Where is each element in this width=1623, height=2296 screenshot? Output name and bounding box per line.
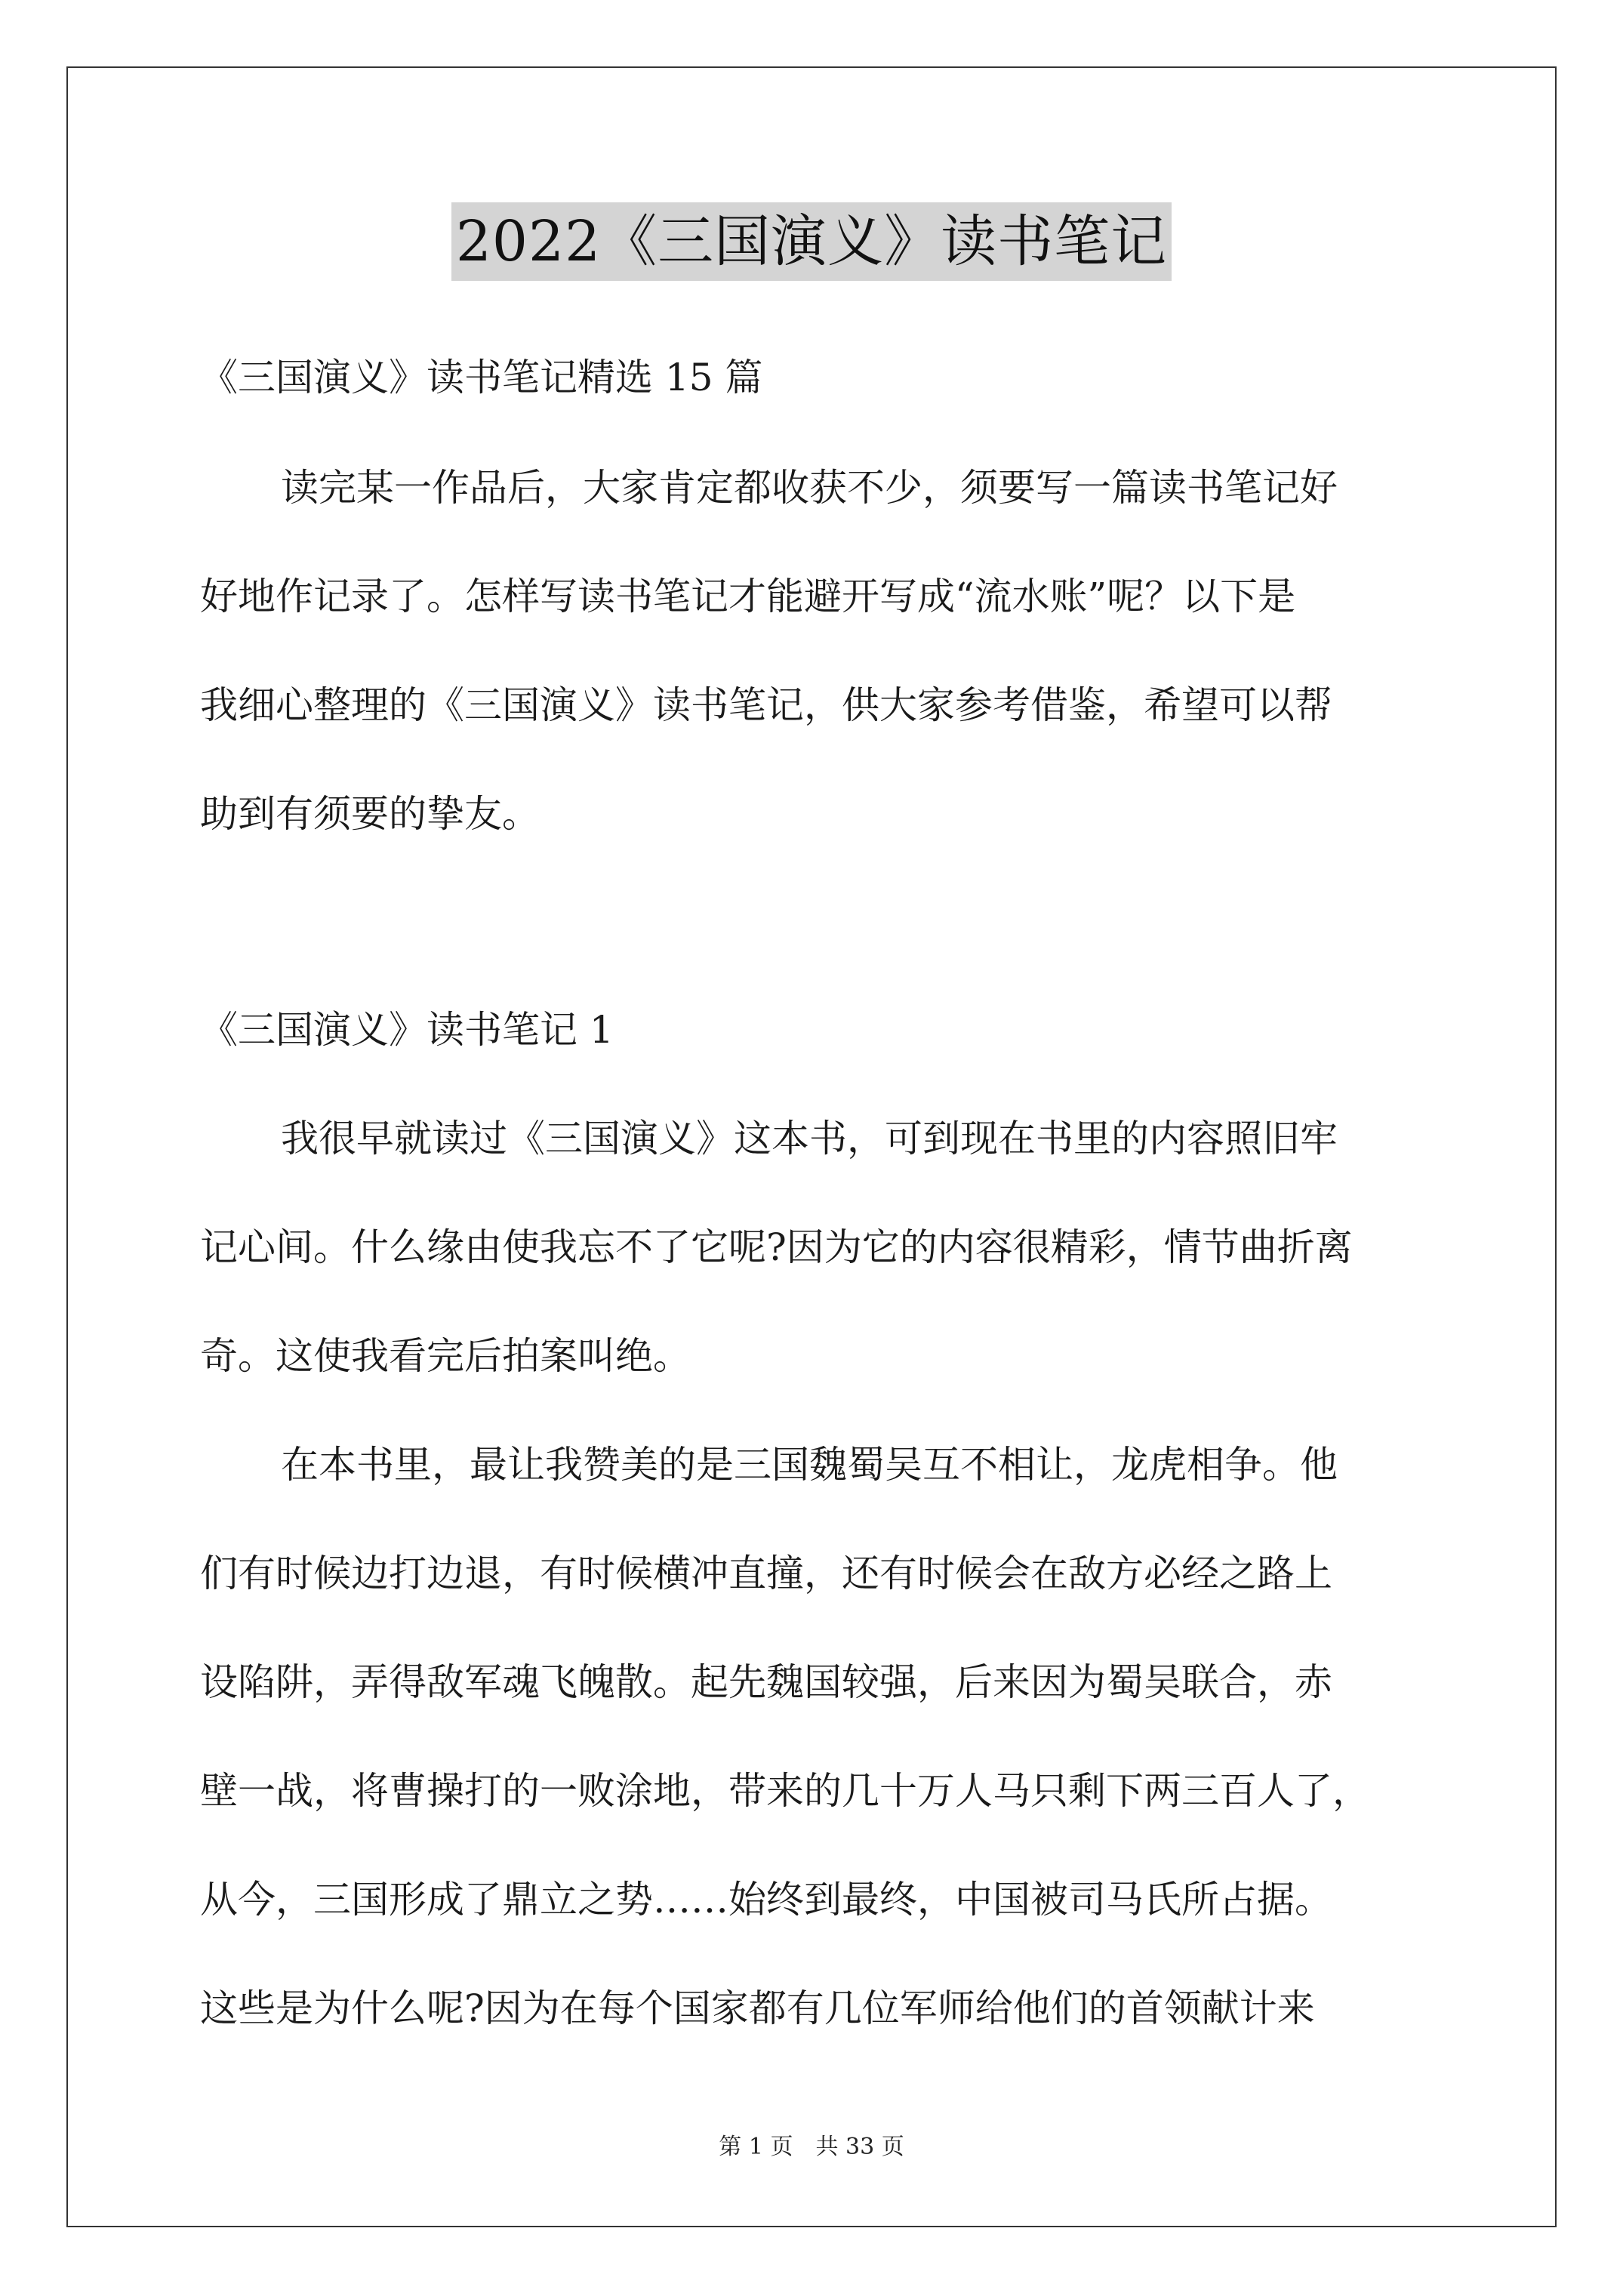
paragraph-line: 奇。这使我看完后拍案叫绝。 <box>200 1334 691 1378</box>
paragraph-line: 读完某一作品后，大家肯定都收获不少，须要写一篇读书笔记好 <box>281 466 1338 510</box>
section-heading-overview: 《三国演义》读书笔记精选 15 篇 <box>200 356 763 399</box>
paragraph-line: 这些是为什么呢?因为在每个国家都有几位军师给他们的首领献计来 <box>200 1986 1315 2030</box>
title-container <box>0 202 1623 281</box>
paragraph-line: 在本书里，最让我赞美的是三国魏蜀吴互不相让，龙虎相争。他 <box>281 1443 1338 1487</box>
paragraph-line: 好地作记录了。怎样写读书笔记才能避开写成“流水账”呢？以下是 <box>200 575 1296 618</box>
paragraph-line: 设陷阱，弄得敌军魂飞魄散。起先魏国较强，后来因为蜀吴联合，赤 <box>200 1660 1332 1704</box>
paragraph-line: 我细心整理的《三国演义》读书笔记，供大家参考借鉴，希望可以帮 <box>200 683 1332 727</box>
section-heading-note-1: 《三国演义》读书笔记 1 <box>200 1008 614 1052</box>
paragraph-line: 记心间。什么缘由使我忘不了它呢?因为它的内容很精彩，情节曲折离 <box>200 1225 1353 1269</box>
paragraph-line: 助到有须要的挚友。 <box>200 792 540 836</box>
page-total: 共 33 页 <box>815 2134 904 2160</box>
paragraph-line: 壁一战，将曹操打的一败涂地，带来的几十万人马只剩下两三百人了， <box>200 1769 1370 1813</box>
paragraph-line: 们有时候边打边退，有时候横冲直撞，还有时候会在敌方必经之路上 <box>200 1552 1332 1595</box>
page-footer <box>0 2132 1623 2162</box>
paragraph-line: 从今，三国形成了鼎立之势……始终到最终，中国被司马氏所占据。 <box>200 1878 1332 1922</box>
document-title: 2022《三国演义》读书笔记 <box>451 202 1172 281</box>
page-number: 第 1 页 <box>719 2134 793 2160</box>
paragraph-line: 我很早就读过《三国演义》这本书，可到现在书里的内容照旧牢 <box>281 1117 1338 1160</box>
